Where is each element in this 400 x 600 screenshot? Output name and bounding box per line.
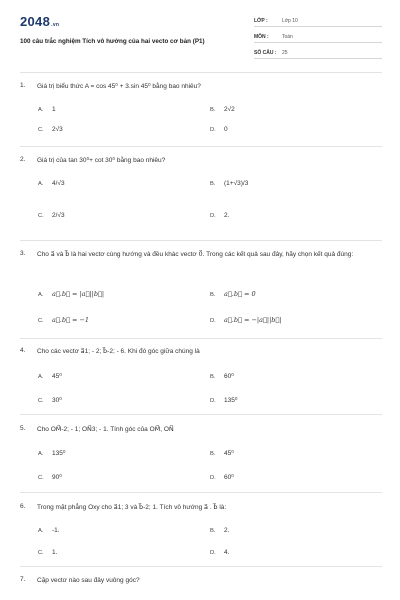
option-value: a⃗.b⃗ = −|a⃗||b⃗| (224, 316, 282, 324)
option-letter: D. (210, 318, 216, 324)
meta-key: LỚP : (254, 18, 268, 24)
question-text: Cho a⃗ và b⃗ là hai vectơ cùng hướng và đều khác vectơ 0⃗. Trong các kết quả sau đây, hãy chọn kết quả đúng: (37, 251, 354, 258)
question-text: Cho OM⃗-2; - 1; ON⃗3; - 1. Tính góc của OM⃗, ON⃗ (37, 426, 174, 433)
divider (20, 146, 382, 147)
option-d[interactable] (210, 126, 228, 133)
option-value: 60⁰ (224, 373, 234, 380)
option-c[interactable] (38, 549, 57, 556)
option-value: 30⁰ (52, 397, 62, 404)
option-letter: D. (210, 213, 216, 219)
option-value: -1. (52, 527, 60, 534)
option-letter: C. (38, 550, 44, 556)
option-value: 2√3 (52, 126, 63, 133)
divider (20, 566, 382, 567)
meta-row-class (254, 16, 382, 27)
option-d[interactable] (210, 396, 237, 404)
question-text: Giá trị biểu thức A = cos 45⁰ + 3.sin 45⁰ bằng bao nhiêu? (37, 83, 201, 90)
option-value: 90⁰ (52, 474, 62, 481)
option-value: 4/√3 (52, 180, 65, 187)
option-value: 2. (224, 212, 230, 219)
meta-value: Lớp 10 (282, 18, 298, 24)
meta-value: Toán (282, 34, 293, 40)
question-number: 6. (20, 503, 26, 510)
question-number: 7. (20, 576, 26, 583)
option-b[interactable] (210, 527, 229, 534)
option-value: 45⁰ (52, 373, 62, 380)
option-letter: C. (38, 318, 44, 324)
option-letter: C. (38, 398, 44, 404)
option-a[interactable] (38, 372, 62, 380)
option-c[interactable] (38, 316, 89, 324)
meta-key: SỐ CÂU : (254, 50, 277, 56)
question-number: 2. (20, 156, 26, 163)
question-text: Giá trị của tan 30⁰+ cot 30⁰ bằng bao nhiêu? (37, 157, 166, 164)
option-value: (1+√3)/3 (224, 180, 249, 187)
option-a[interactable] (38, 527, 60, 534)
option-letter: C. (38, 127, 44, 133)
option-d[interactable] (210, 316, 282, 324)
option-c[interactable] (38, 396, 62, 404)
brand-suffix: .vn (51, 22, 60, 28)
option-c[interactable] (38, 212, 65, 219)
option-a[interactable] (38, 290, 104, 298)
brand-logo[interactable] (20, 14, 59, 29)
option-letter: A. (38, 451, 44, 457)
question-number: 3. (20, 250, 26, 257)
option-letter: D. (210, 398, 216, 404)
option-b[interactable] (210, 372, 234, 380)
option-a[interactable] (38, 180, 65, 187)
option-b[interactable] (210, 290, 256, 298)
divider (20, 240, 382, 241)
option-d[interactable] (210, 212, 229, 219)
option-a[interactable] (38, 449, 65, 457)
option-c[interactable] (38, 473, 62, 481)
option-value: 1 (52, 106, 56, 113)
option-value: 2/√3 (52, 212, 65, 219)
option-d[interactable] (210, 473, 234, 481)
option-letter: B. (210, 181, 216, 187)
option-d[interactable] (210, 549, 229, 556)
option-value: 1. (52, 549, 58, 556)
option-value: a⃗.b⃗ = −1 (52, 316, 90, 324)
option-letter: D. (210, 475, 216, 481)
option-letter: B. (210, 292, 216, 298)
option-a[interactable] (38, 106, 56, 113)
option-value: 4. (224, 549, 230, 556)
meta-value: 25 (282, 50, 288, 56)
meta-info (254, 16, 382, 64)
option-value: 0 (224, 126, 228, 133)
option-letter: A. (38, 181, 44, 187)
divider (20, 72, 382, 73)
question-text: Trong mặt phẳng Oxy cho a⃗1; 3 và b⃗-2; 1. Tích vô hướng a⃗ . b⃗ là: (37, 504, 227, 511)
option-value: 135⁰ (52, 450, 66, 457)
option-value: a⃗.b⃗ = |a⃗||b⃗| (52, 290, 105, 298)
brand-name: 2048 (20, 14, 51, 29)
option-value: 45⁰ (224, 450, 234, 457)
option-b[interactable] (210, 449, 234, 457)
question-number: 5. (20, 425, 26, 432)
meta-row-subject (254, 32, 382, 43)
option-value: a⃗.b⃗ = 0 (224, 290, 256, 298)
document-title: 100 câu trắc nghiệm Tích vô hướng của hai vecto cơ bản (P1) (20, 38, 205, 45)
option-letter: B. (210, 528, 216, 534)
option-letter: D. (210, 127, 216, 133)
option-letter: D. (210, 550, 216, 556)
option-c[interactable] (38, 126, 63, 133)
option-value: 2√2 (224, 106, 235, 113)
option-b[interactable] (210, 180, 248, 187)
option-value: 60⁰ (224, 474, 234, 481)
option-letter: B. (210, 451, 216, 457)
option-letter: C. (38, 213, 44, 219)
question-number: 1. (20, 82, 26, 89)
header (20, 14, 382, 70)
option-letter: A. (38, 528, 44, 534)
divider (20, 338, 382, 339)
option-letter: A. (38, 107, 44, 113)
option-letter: A. (38, 374, 44, 380)
meta-key: MÔN : (254, 34, 269, 40)
question-text: Cặp vectơ nào sau đây vuông góc? (37, 577, 140, 584)
meta-row-count (254, 48, 382, 59)
option-letter: C. (38, 475, 44, 481)
divider (20, 414, 382, 415)
question-number: 4. (20, 347, 26, 354)
question-text: Cho các vectơ a⃗1; - 2; b⃗-2; - 6. Khi đó góc giữa chúng là (37, 348, 200, 355)
option-letter: B. (210, 107, 216, 113)
option-value: 2. (224, 527, 230, 534)
option-b[interactable] (210, 106, 235, 113)
divider (20, 492, 382, 493)
option-letter: A. (38, 292, 44, 298)
option-letter: B. (210, 374, 216, 380)
option-value: 135⁰ (224, 397, 238, 404)
